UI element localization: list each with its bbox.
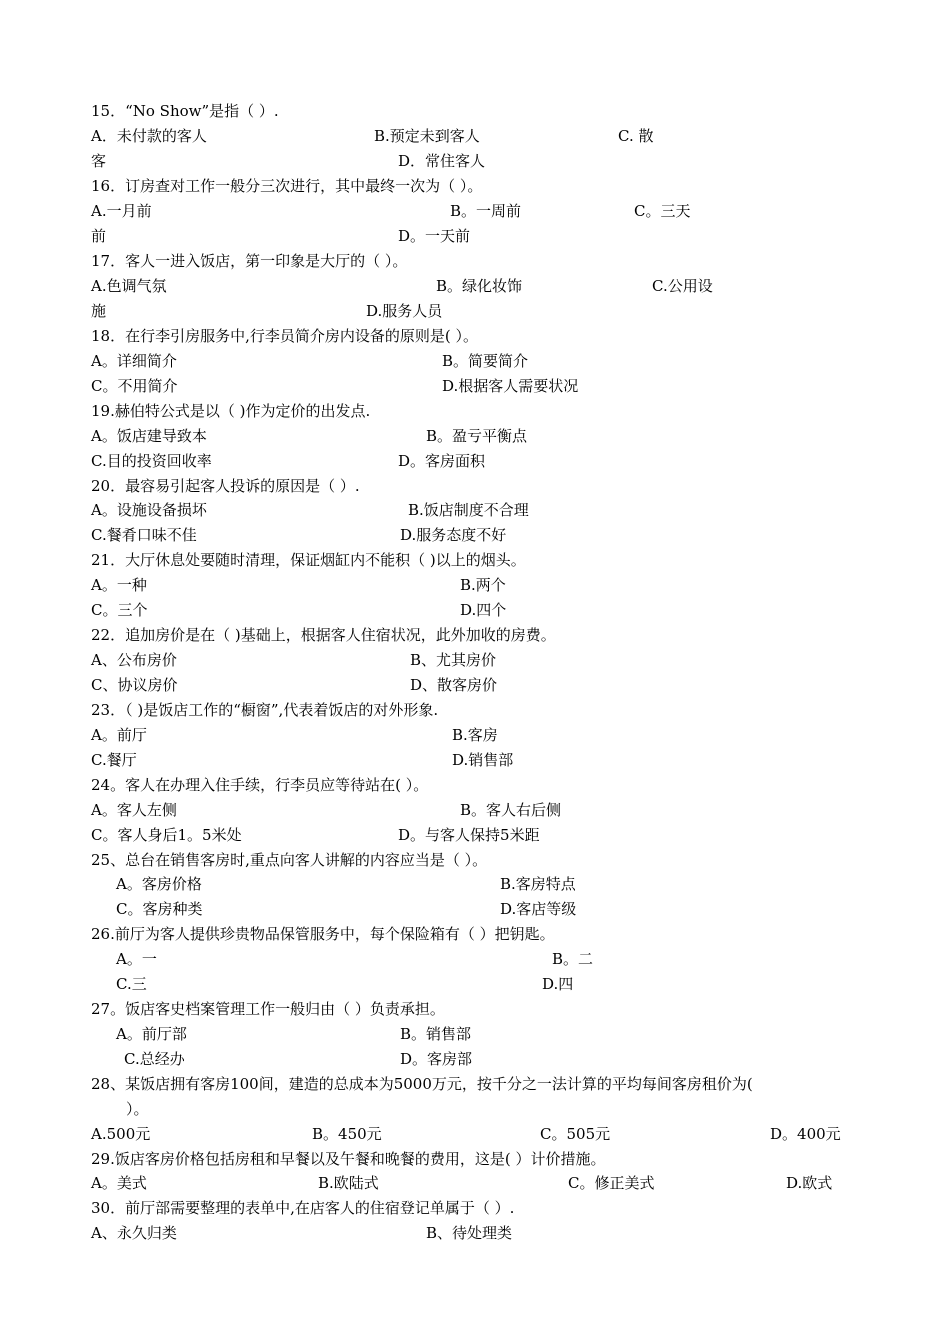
option-a: A.一月前 [91,202,152,220]
option-a: A。客房价格 [116,875,202,893]
option-d: D。与客人保持5米距 [398,826,540,844]
option-a: A。设施设备损坏 [91,501,207,519]
option-c: C.三 [116,975,147,993]
option-a: A。前厅部 [116,1025,187,1043]
option-d: D.服务人员 [366,302,443,320]
option-a: A．未付款的客人 [91,127,207,145]
option-b: B.客房 [452,726,498,744]
option-b: B、尤其房价 [410,651,497,669]
option-d: D.欧式 [786,1174,833,1192]
option-b: B、待处理类 [426,1224,513,1242]
option-a: A.500元 [91,1125,151,1143]
option-a: A、永久归类 [91,1224,177,1242]
option-c: C。修正美式 [568,1174,655,1192]
question-21: 21．大厅休息处要随时清理，保证烟缸内不能积（ )以上的烟头。 [91,551,526,569]
option-b: B。销售部 [400,1025,472,1043]
option-b: B。450元 [312,1125,382,1143]
option-b: B。一周前 [450,202,522,220]
option-a: A。一 [116,950,157,968]
option-a: A。详细简介 [91,352,177,370]
option-c: C。三天 [634,202,691,220]
option-d: D.服务态度不好 [400,526,507,544]
option-b: B.欧陆式 [318,1174,379,1192]
option-d: D、散客房价 [410,676,498,694]
option-a: A。饭店建导致本 [91,427,207,445]
option-d: D.销售部 [452,751,514,769]
option-b: B。简要简介 [442,352,529,370]
option-b: B.客房特点 [500,875,576,893]
option-b: B。盈亏平衡点 [426,427,528,445]
question-22: 22．追加房价是在（ )基础上，根据客人住宿状况，此外加收的房费。 [91,626,556,644]
question-20: 20．最容易引起客人投诉的原因是（ ）. [91,477,360,495]
option-c: C. 散 [618,127,654,145]
option-d: D．常住客人 [398,152,486,170]
question-16: 16．订房查对工作一般分三次进行，其中最终一次为（ ）。 [91,177,483,195]
option-b: B。二 [552,950,594,968]
option-d: D。400元 [770,1125,841,1143]
option-c: C、协议房价 [91,676,178,694]
option-a: A。客人左侧 [91,801,177,819]
option-d: D。客房部 [400,1050,473,1068]
option-c: C.餐厅 [91,751,137,769]
option-d: D.四个 [460,601,507,619]
option-b: B。客人右后侧 [460,801,562,819]
option-c: C。三个 [91,601,148,619]
option-c: C.餐肴口味不佳 [91,526,197,544]
option-d: D。一天前 [398,227,471,245]
option-c: C.总经办 [124,1050,185,1068]
question-28-cont: ）。 [126,1100,149,1118]
question-29: 29.饭店客房价格包括房租和早餐以及午餐和晚餐的费用，这是( ）计价措施。 [91,1150,606,1168]
option-c: C。505元 [540,1125,611,1143]
question-26: 26.前厅为客人提供珍贵物品保管服务中，每个保险箱有（ ）把钥匙。 [91,925,555,943]
question-15: 15．“No Show”是指（ ）. [91,102,279,120]
option-c: C.目的投资回收率 [91,452,212,470]
question-25: 25、总台在销售客房时,重点向客人讲解的内容应当是（ ）。 [91,851,488,869]
question-19: 19.赫伯特公式是以（ )作为定价的出发点. [91,402,371,420]
option-d: D.根据客人需要状况 [442,377,579,395]
option-b: B.预定未到客人 [374,127,480,145]
option-c: C.公用设 [652,277,713,295]
option-a: A、公布房价 [91,651,177,669]
option-d: D.客店等级 [500,900,577,918]
option-c: C。客房种类 [116,900,203,918]
option-c-cont: 客 [91,152,107,170]
question-18: 18．在行李引房服务中,行李员简介房内设备的原则是( ）。 [91,327,478,345]
option-a: A.色调气氛 [91,277,167,295]
option-d: D。客房面积 [398,452,486,470]
option-a: A。美式 [91,1174,147,1192]
question-17: 17．客人一进入饭店，第一印象是大厅的（ ）。 [91,252,408,270]
option-c: C。客人身后1。5米处 [91,826,242,844]
question-24: 24。客人在办理入住手续，行李员应等待站在( ）。 [91,776,429,794]
option-c-cont: 前 [91,227,107,245]
option-b: B。绿化妆饰 [436,277,523,295]
option-c-cont: 施 [91,302,107,320]
question-27: 27。饭店客史档案管理工作一般归由（ ）负责承担。 [91,1000,445,1018]
question-28: 28、某饭店拥有客房100间，建造的总成本为5000万元，按千分之一法计算的平均每间客房租价为( [91,1075,753,1093]
option-c: C。不用简介 [91,377,178,395]
option-d: D.四 [542,975,574,993]
option-b: B.两个 [460,576,506,594]
option-a: A。一种 [91,576,147,594]
option-b: B.饭店制度不合理 [408,501,529,519]
question-30: 30．前厅部需要整理的表单中,在店客人的住宿登记单属于（ ）. [91,1199,515,1217]
option-a: A。前厅 [91,726,147,744]
question-23: 23．（ )是饭店工作的“橱窗”,代表着饭店的对外形象. [91,701,439,719]
